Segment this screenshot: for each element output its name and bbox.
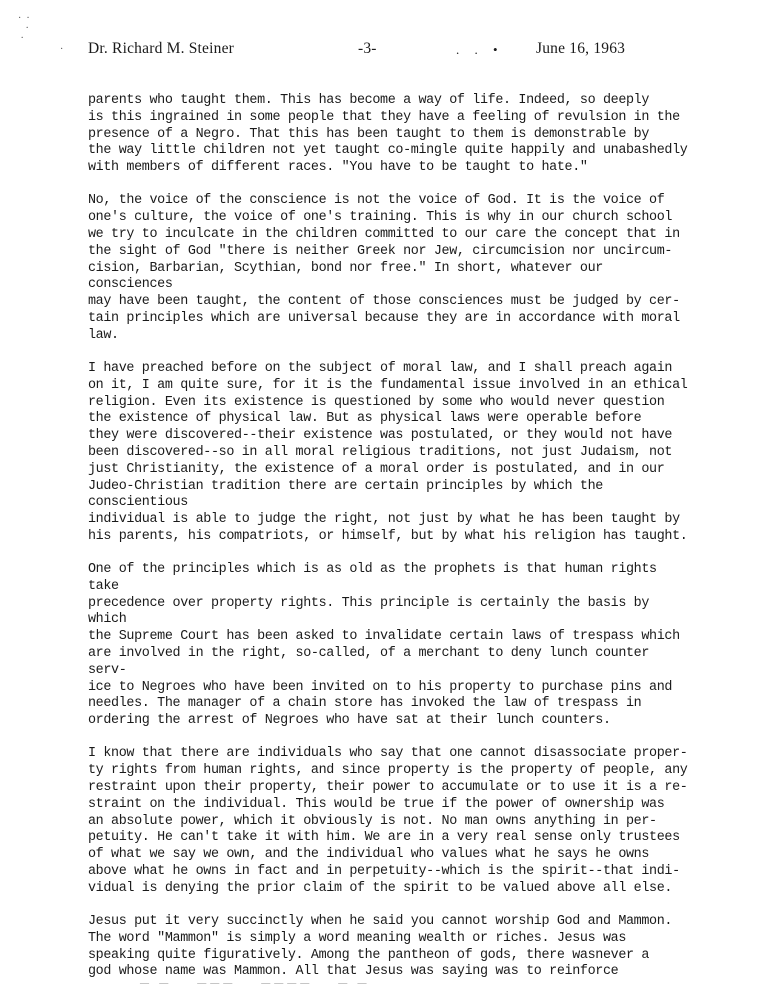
paragraph: No, the voice of the conscience is not the voice of God. It is the voice of one's culture, the voice of one's training. This is why in our church school we try to inculcate in the children committed to our care the concept that in the sight of God "there is neither Greek nor Jew, circumcision nor uncircum- cision, Barbarian, Scythian, bond nor free." In short, whatever our consciences may have been taught, the content of those consciences must be judged by cer- tain principles which are universal because they are in accordance with moral law. <box>88 193 680 343</box>
letter-body <box>88 93 688 998</box>
header-recipient: Dr. Richard M. Steiner <box>88 40 235 57</box>
header-page-number: -3- <box>358 40 377 57</box>
scan-footer-marks: — — ——— ———— — — <box>140 978 371 988</box>
paragraph: Jesus put it very succinctly when he said you cannot worship God and Mammon. The word "Mammon" is simply a word meaning wealth or riches. Jesus was speaking quite figuratively. Among the pantheon of gods, there wasnever a god whose name was Mammon. All that Jesus was saying was to reinforce <box>88 914 673 980</box>
paragraph: parents who taught them. This has become a way of life. Indeed, so deeply is this ingrained in some people that they have a feeling of revulsion in the presence of a Negro. That this has been taught to them is demonstrable by the way little children not yet taught co-mingle quite happily and unabashedly with members of different races. "You have to be taught to hate." <box>88 93 688 176</box>
header-marks: . . • <box>456 42 504 57</box>
header-date: June 16, 1963 <box>536 40 626 57</box>
paragraph: I know that there are individuals who say that one cannot disassociate proper- ty rights from human rights, and since property is the property of people, any restraint upon their property, their power to accumulate or to use it is a re- straint on the individual. This would be true if the power of ownership was an absolute power, which it obviously is not. No man owns anything in per- petuity. He can't take it with him. We are in a very real sense only trustees of what we say we own, and the individual who values what he says he owns above what he owns in fact and in perpetuity--which is the spirit--that indi- vidual is denying the prior claim of the spirit to be valued above all else. <box>88 746 688 896</box>
paragraph: I have preached before on the subject of moral law, and I shall preach again on it, I am quite sure, for it is the fundamental issue involved in an ethical religion. Even its existence is questioned by some who would never question the existence of physical law. But as physical laws were operable before they were discovered--their existence was postulated, or they would not have been discovered--so in all moral religious traditions, not just Judaism, not just Christianity, the existence of a moral order is postulated, and in our Judeo-Christian tradition there are certain principles by which the conscientious individual is able to judge the right, not just by what he has been taught by his parents, his compatriots, or himself, but by what his religion has taught. <box>88 360 688 544</box>
scan-specks: · · · · <box>18 13 30 44</box>
paragraph: One of the principles which is as old as the prophets is that human rights take precedence over property rights. This principle is certainly the basis by which the Supreme Court has been asked to invalidate certain laws of trespass which are involved in the right, so-called, of a merchant to deny lunch counter serv- ice to Negroes who have been invited on to his property to purchase pins and needles. The manager of a chain store has invoked the law of trespass in ordering the arrest of Negroes who have sat at their lunch counters. <box>88 562 680 729</box>
scan-speck: · <box>60 44 64 55</box>
